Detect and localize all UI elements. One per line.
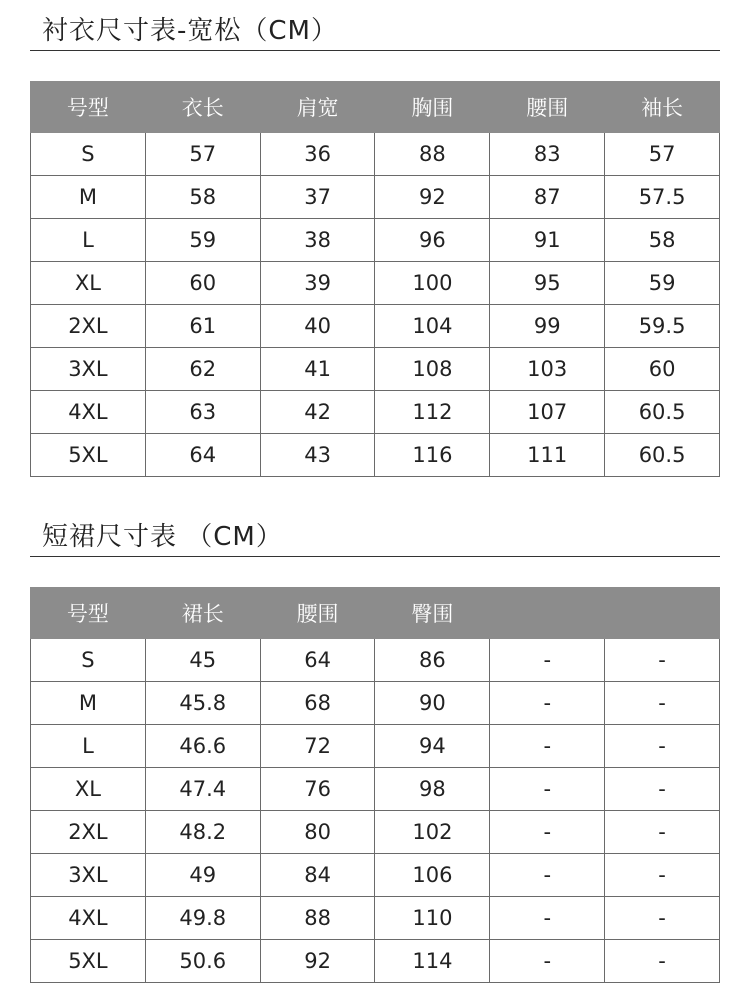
column-header [490,588,605,639]
value-cell: - [490,682,605,725]
value-cell: - [605,854,720,897]
value-cell: 90 [375,682,490,725]
value-cell: 39 [260,262,375,305]
table-row [31,940,720,983]
shirt-size-title: 衬衣尺寸表-宽松（CM） [30,12,720,51]
value-cell: - [605,897,720,940]
value-cell: 59 [145,219,260,262]
size-cell: 3XL [31,854,146,897]
value-cell: 72 [260,725,375,768]
column-header: 号型 [31,82,146,133]
value-cell: 88 [375,133,490,176]
value-cell: 60 [605,348,720,391]
table-row [31,897,720,940]
value-cell: 59 [605,262,720,305]
table-row [31,262,720,305]
table-row [31,219,720,262]
value-cell: 86 [375,639,490,682]
size-cell: L [31,219,146,262]
column-header [605,588,720,639]
value-cell: - [605,725,720,768]
value-cell: 100 [375,262,490,305]
value-cell: 112 [375,391,490,434]
value-cell: 47.4 [145,768,260,811]
size-cell: XL [31,262,146,305]
size-cell: 2XL [31,305,146,348]
value-cell: 111 [490,434,605,477]
value-cell: 104 [375,305,490,348]
value-cell: 99 [490,305,605,348]
value-cell: - [490,768,605,811]
value-cell: 92 [260,940,375,983]
value-cell: 108 [375,348,490,391]
table-row [31,434,720,477]
value-cell: 38 [260,219,375,262]
value-cell: 37 [260,176,375,219]
value-cell: 62 [145,348,260,391]
value-cell: 107 [490,391,605,434]
value-cell: 63 [145,391,260,434]
value-cell: 102 [375,811,490,854]
value-cell: 60.5 [605,434,720,477]
value-cell: 80 [260,811,375,854]
value-cell: 87 [490,176,605,219]
value-cell: 58 [145,176,260,219]
value-cell: - [490,897,605,940]
skirt-size-table [30,587,720,983]
value-cell: 45 [145,639,260,682]
column-header: 衣长 [145,82,260,133]
value-cell: - [490,854,605,897]
value-cell: - [490,940,605,983]
value-cell: 92 [375,176,490,219]
value-cell: - [605,682,720,725]
value-cell: 95 [490,262,605,305]
value-cell: 91 [490,219,605,262]
value-cell: 36 [260,133,375,176]
size-cell: L [31,725,146,768]
column-header: 臀围 [375,588,490,639]
value-cell: 57.5 [605,176,720,219]
value-cell: 116 [375,434,490,477]
value-cell: 114 [375,940,490,983]
table-row [31,391,720,434]
value-cell: 49.8 [145,897,260,940]
size-cell: 4XL [31,391,146,434]
value-cell: - [490,725,605,768]
table-row [31,725,720,768]
value-cell: 110 [375,897,490,940]
shirt-size-table [30,81,720,477]
value-cell: - [605,768,720,811]
skirt-size-section [30,518,720,973]
table-row [31,768,720,811]
skirt-size-title: 短裙尺寸表 （CM） [30,518,720,557]
value-cell: 106 [375,854,490,897]
value-cell: 76 [260,768,375,811]
value-cell: - [605,811,720,854]
value-cell: 84 [260,854,375,897]
column-header: 号型 [31,588,146,639]
value-cell: 40 [260,305,375,348]
value-cell: 83 [490,133,605,176]
table-row [31,133,720,176]
value-cell: 98 [375,768,490,811]
value-cell: 103 [490,348,605,391]
size-cell: S [31,133,146,176]
value-cell: 88 [260,897,375,940]
shirt-size-section [30,12,720,467]
table-row [31,811,720,854]
column-header: 胸围 [375,82,490,133]
column-header: 裙长 [145,588,260,639]
value-cell: 61 [145,305,260,348]
value-cell: 46.6 [145,725,260,768]
value-cell: 94 [375,725,490,768]
value-cell: 42 [260,391,375,434]
column-header: 腰围 [490,82,605,133]
table-row [31,682,720,725]
column-header: 袖长 [605,82,720,133]
value-cell: 58 [605,219,720,262]
size-cell: 3XL [31,348,146,391]
value-cell: - [490,639,605,682]
size-cell: S [31,639,146,682]
value-cell: 59.5 [605,305,720,348]
value-cell: 50.6 [145,940,260,983]
column-header: 腰围 [260,588,375,639]
table-row [31,348,720,391]
size-cell: 4XL [31,897,146,940]
value-cell: 43 [260,434,375,477]
size-cell: XL [31,768,146,811]
value-cell: 64 [260,639,375,682]
size-cell: 2XL [31,811,146,854]
value-cell: 60 [145,262,260,305]
value-cell: - [490,811,605,854]
value-cell: 57 [145,133,260,176]
size-cell: M [31,682,146,725]
value-cell: 45.8 [145,682,260,725]
value-cell: 48.2 [145,811,260,854]
value-cell: 68 [260,682,375,725]
value-cell: 49 [145,854,260,897]
table-row [31,176,720,219]
value-cell: 96 [375,219,490,262]
table-row [31,305,720,348]
value-cell: 60.5 [605,391,720,434]
value-cell: - [605,639,720,682]
size-cell: M [31,176,146,219]
table-row [31,639,720,682]
table-header-row [31,588,720,639]
size-cell: 5XL [31,434,146,477]
column-header: 肩宽 [260,82,375,133]
value-cell: 64 [145,434,260,477]
value-cell: 41 [260,348,375,391]
value-cell: - [605,940,720,983]
size-cell: 5XL [31,940,146,983]
table-header-row [31,82,720,133]
table-row [31,854,720,897]
value-cell: 57 [605,133,720,176]
